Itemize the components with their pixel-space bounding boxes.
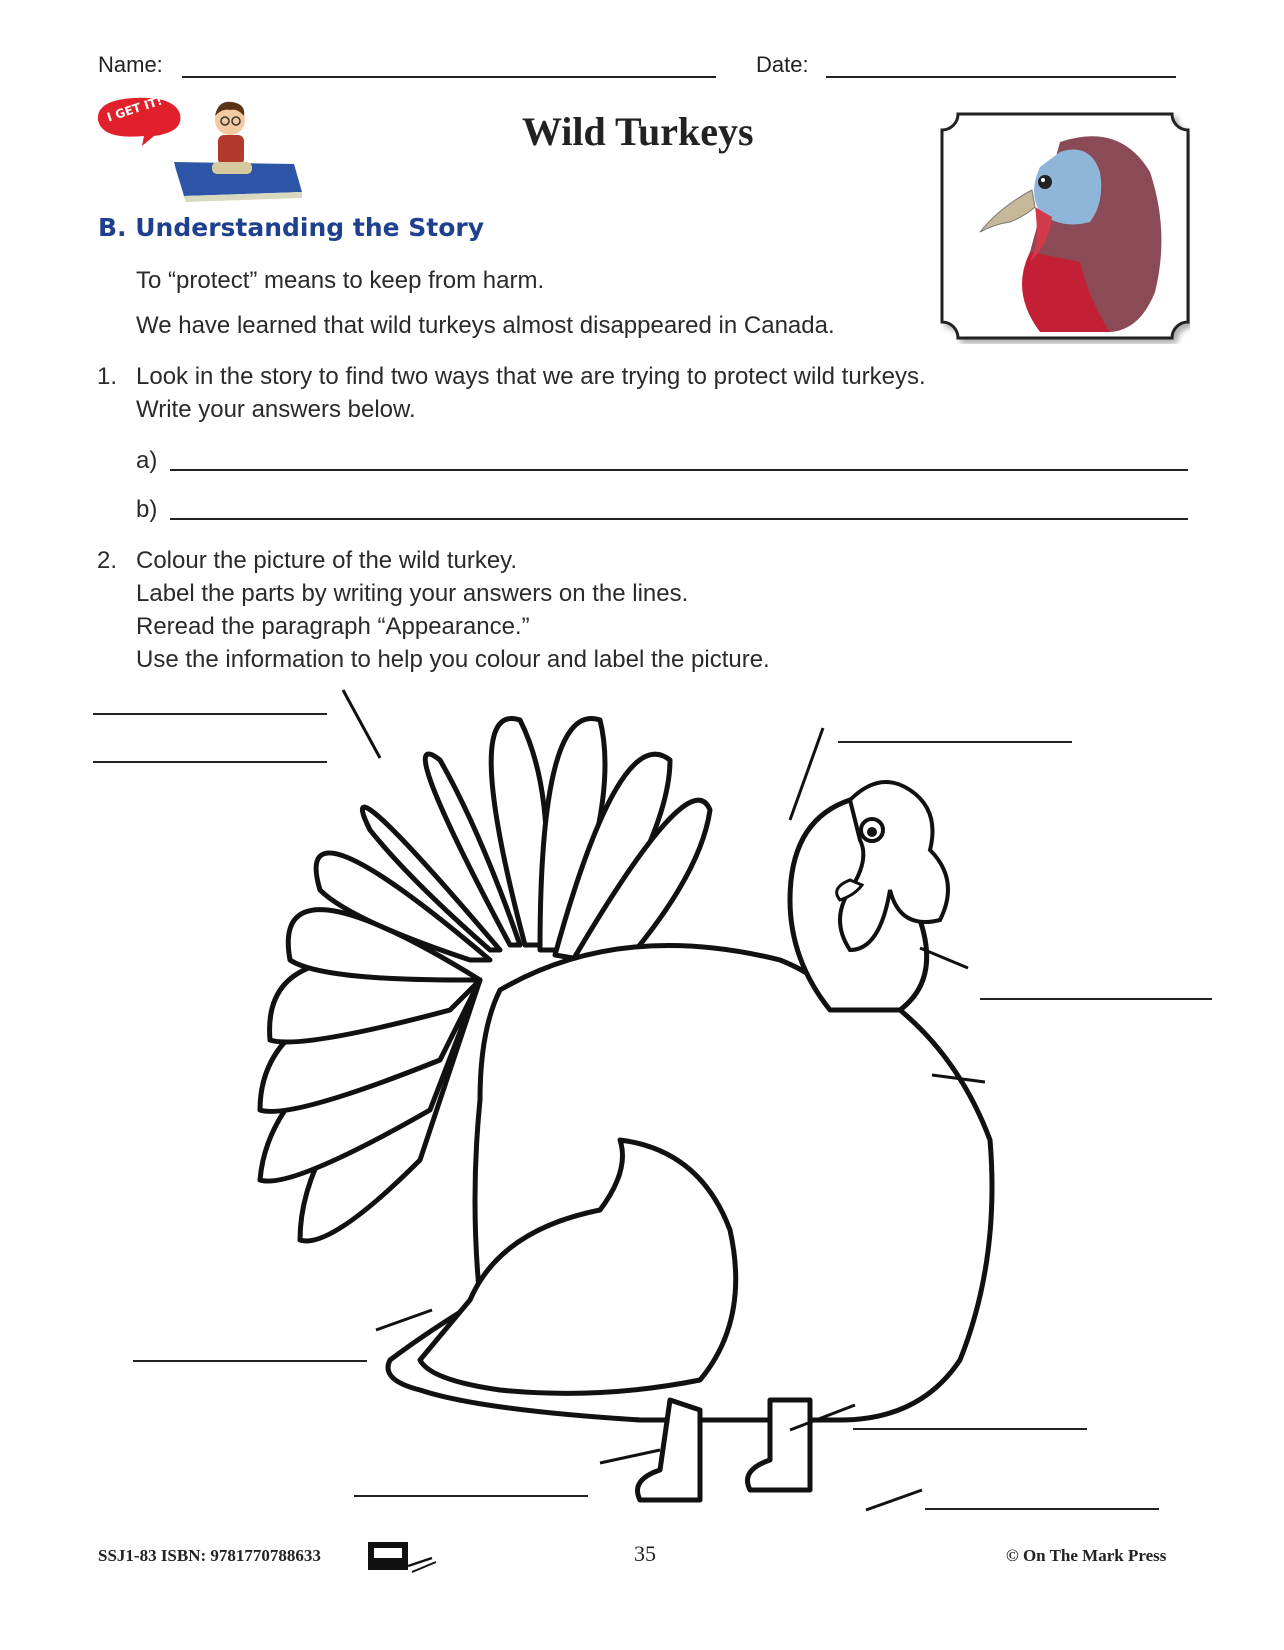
date-field-line[interactable] [826, 76, 1176, 78]
publisher: © On The Mark Press [1006, 1546, 1167, 1565]
intro-text-2: We have learned that wild turkeys almost disappeared in Canada. [136, 312, 835, 339]
page-title: Wild Turkeys [522, 109, 754, 154]
answer-b-label: b) [136, 496, 158, 523]
question-2-number: 2. [97, 547, 118, 574]
logo-badge-text: I GET IT! [105, 93, 164, 125]
turkey-head-photo [940, 112, 1190, 344]
question-2-line-1: Colour the picture of the wild turkey. [136, 547, 518, 574]
name-label: Name: [98, 52, 163, 77]
label-line-2[interactable] [93, 761, 327, 763]
section-heading: B. Understanding the Story [98, 213, 485, 242]
question-1-number: 1. [97, 363, 118, 390]
question-2-line-3: Reread the paragraph “Appearance.” [136, 613, 530, 640]
answer-a-label: a) [136, 447, 158, 474]
computer-icon [366, 1538, 438, 1574]
label-line-6[interactable] [853, 1428, 1087, 1430]
label-line-5[interactable] [133, 1360, 367, 1362]
date-label: Date: [756, 52, 809, 77]
answer-a-line[interactable] [170, 469, 1188, 471]
turkey-coloring-diagram [0, 680, 1284, 1540]
question-2-line-2: Label the parts by writing your answers on the lines. [136, 580, 689, 607]
page-number: 35 [634, 1541, 656, 1566]
question-2-line-4: Use the information to help you colour and label the picture. [136, 646, 770, 673]
name-field-line[interactable] [182, 76, 716, 78]
label-line-3[interactable] [838, 741, 1072, 743]
label-line-7[interactable] [354, 1495, 588, 1497]
answer-b-line[interactable] [170, 518, 1188, 520]
label-line-4[interactable] [980, 998, 1212, 1000]
label-line-1[interactable] [93, 713, 327, 715]
footer-code: SSJ1-83 ISBN: 9781770788633 [98, 1546, 321, 1565]
question-1-line-2: Write your answers below. [136, 396, 416, 423]
label-line-8[interactable] [925, 1508, 1159, 1510]
i-get-it-logo [94, 92, 304, 210]
intro-text-1: To “protect” means to keep from harm. [136, 267, 545, 294]
question-1-line-1: Look in the story to find two ways that we are trying to protect wild turkeys. [136, 363, 926, 390]
